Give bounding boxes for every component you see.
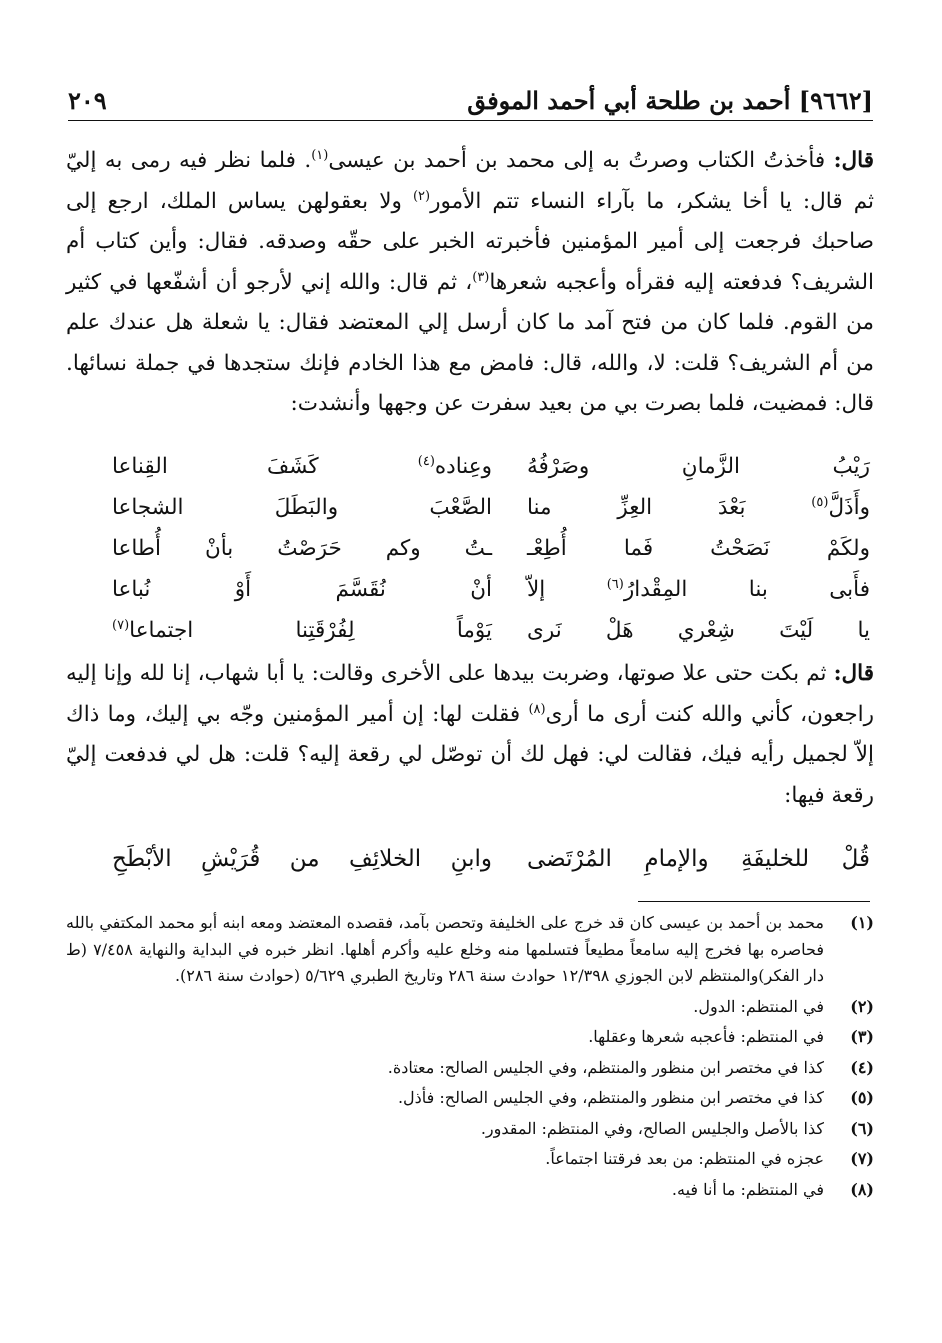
footnote-text: كذا في مختصر ابن منظور والمنتظم، وفي الجليس الصالح: فأذل. — [397, 1088, 824, 1107]
footnote-ref-7[interactable]: (٧) — [112, 617, 130, 633]
footnote-number: (٢) — [850, 996, 874, 1016]
footnote-8 — [66, 1177, 874, 1204]
verse-second-hemistich — [112, 446, 492, 487]
header-rule — [68, 120, 873, 121]
verse-second-hemistich: أنْ نُقَسَّمَ أَوْ نُباعا — [112, 577, 492, 602]
footnote-5 — [66, 1085, 874, 1112]
footnote-3 — [66, 1024, 874, 1051]
footnote-number: (٧) — [850, 1149, 874, 1168]
paragraph-lead: قال: — [833, 661, 874, 686]
footnote-ref-2[interactable]: (٢) — [412, 188, 431, 204]
poem-verse-5 — [112, 610, 870, 651]
footnote-text: كذا بالأصل والجليس الصالح، وفي المنتظم: المقدور. — [480, 1118, 824, 1138]
footnote-ref-4[interactable]: (٤) — [417, 453, 435, 469]
running-header — [68, 86, 873, 120]
verse-second-hemistich: الصَّعْبَ والبَطَلَ الشجاعا — [112, 495, 492, 520]
hemistich-text: يَوْماً لِفُرْقَتِنا اجتماعا — [129, 618, 492, 643]
page-number: ٢٠٩ — [68, 86, 107, 115]
paragraph-1 — [66, 141, 874, 425]
paragraph-text: . فلما نظر فيه رمى به إليّ ثم قال: يا أخا يشكر، ما بآراء النساء تتم الأمور — [66, 148, 874, 214]
paragraph-text: ثم بكت حتى علا صوتها، وضربت بيدها على الأخرى وقالت: يا أبا شهاب، إنا لله وإنا إليه راجعون، كأني والله كنت أرى ما أرى — [66, 661, 874, 727]
poem-verse-2 — [112, 487, 870, 528]
footnote-number: (٨) — [850, 1179, 874, 1199]
verse-first-hemistich: رَيْبُ الزَّمانِ وصَرْفُهُ — [527, 454, 870, 479]
footnote-text: عجزه في المنتظم: من بعد فرقتنا اجتماعاً. — [545, 1149, 824, 1168]
footnote-text: في المنتظم: ما أنا فيه. — [671, 1179, 824, 1199]
paragraph-lead: قال: — [833, 148, 874, 173]
footnote-number: (٣) — [850, 1027, 874, 1046]
footnote-7 — [66, 1146, 874, 1173]
hemistich-text: إلاّ — [527, 577, 607, 602]
footnote-text: محمد بن أحمد بن عيسى كان قد خرج على الخليفة وتحصن بآمد، فقصده المعتضد ومعه ابنه أبو محمد المكتفي بالله فحاصره بها فخرج إليه سامعاً مطيعاً فتسلمها منه وخلع عليه وأكرم أهلها. انظر خبره في البداية والنهاية ٧/٤٥٨ (ط دار الفكر)والمنتظم لابن الجوزي ١٢/٣٩٨ حوادث سنة ٢٨٦ وتاريخ الطبري ٥/٦٢٩ (حوادث سنة ٢٨٦). — [66, 913, 825, 985]
hemistich-text: كَشَفَ القِناعا — [112, 454, 418, 479]
paragraph-text: فأخذتُ الكتاب وصرتُ به إلى محمد بن أحمد بن عيسى — [328, 148, 834, 173]
footnote-1 — [66, 910, 874, 990]
verse-first-hemistich: ولكَمْ نَصَحْتُ فَما أُطِعْـ — [527, 536, 870, 561]
footnote-number: (١) — [850, 913, 874, 932]
verse-first-hemistich — [527, 487, 870, 528]
paragraph-text: فقلت لها: إن أمير المؤمنين وجّه بي إليك، وما ذاك إلاّ لجميل رأيه فيك، فقالت لي: فهل لك أن توصّل لي رقعة إليه؟ قلت: هل لي فدفعت إليّ رقعة فيها: — [66, 701, 874, 808]
verse-first-hemistich — [527, 569, 870, 610]
footnote-separator — [638, 901, 870, 902]
verse-second-hemistich — [112, 610, 492, 651]
footnote-text: في المنتظم: فأعجبه شعرها وعقلها. — [588, 1027, 824, 1046]
verse-second-hemistich: وابنِ الخلائِفِ من قُرَيْشِ الأبْطَحِ — [112, 846, 492, 872]
poem — [112, 446, 870, 651]
hemistich-text: بَعْدَ العِزِّ منا — [527, 495, 812, 520]
footnote-ref-8[interactable]: (٨) — [528, 701, 546, 717]
verse-first-hemistich: يا لَيْتَ شِعْري هَلْ نَرى — [527, 618, 870, 643]
hemistich-text: فأَبى بنا المِقْدارُ — [623, 577, 870, 602]
footnote-text: كذا في مختصر ابن منظور والمنتظم، وفي الجليس الصالح: معتادة. — [387, 1057, 824, 1077]
poem-verse-1 — [112, 446, 870, 487]
footnote-ref-3[interactable]: (٣) — [472, 269, 490, 285]
footnote-4 — [66, 1055, 874, 1082]
hemistich-text: وأَذَلَّ — [828, 495, 870, 520]
footnote-ref-6[interactable]: (٦) — [606, 576, 624, 592]
closing-verse — [112, 837, 870, 881]
verse-first-hemistich: قُلْ للخليفَةِ والإمامِ المُرْتَضى — [527, 846, 870, 872]
paragraph-2 — [66, 654, 874, 816]
footnote-6 — [66, 1116, 874, 1143]
footnote-number: (٦) — [850, 1118, 874, 1138]
hemistich-text: وعِناده — [434, 454, 492, 479]
footnote-number: (٥) — [850, 1088, 874, 1107]
footnote-number: (٤) — [850, 1057, 874, 1077]
footnote-2 — [66, 994, 874, 1021]
footnote-ref-1[interactable]: (١) — [311, 147, 329, 163]
paragraph-text: ولا بعقولهن يساس الملك، ارجع إلى صاحبك فرجعت إلى أمير المؤمنين فأخبرته الخبر على حقّه وصدقه. فقال: وأين كتاب أم الشريف؟ فدفعته إليه فقرأه وأعجبه شعرها — [66, 188, 874, 295]
poem-verse-3 — [112, 528, 870, 569]
paragraph-text: ، ثم قال: والله إني لأرجو أن أشفّعها في كثير من القوم. فلما كان من فتح آمد ما كان أرسل إلي المعتضد فقال: يا شعلة هل عندك علم من أم الشريف؟ قلت: لا، والله، قال: فامض مع هذا الخادم فإنك ستجدها في جملة نسائها. قال: فمضيت، فلما بصرت بي من بعيد سفرت عن وجهها وأنشدت: — [66, 269, 874, 416]
footnote-ref-5[interactable]: (٥) — [811, 494, 829, 510]
footnote-text: في المنتظم: الدول. — [693, 996, 824, 1016]
verse-second-hemistich: ـتُ وكم حَرَصْتُ بأنْ أُطاعا — [112, 536, 492, 561]
footnotes — [66, 910, 874, 1207]
poem-verse-final — [112, 837, 870, 878]
poem-verse-4 — [112, 569, 870, 610]
running-title: [٩٦٦٢] أحمد بن طلحة أبي أحمد الموفق — [467, 86, 873, 115]
